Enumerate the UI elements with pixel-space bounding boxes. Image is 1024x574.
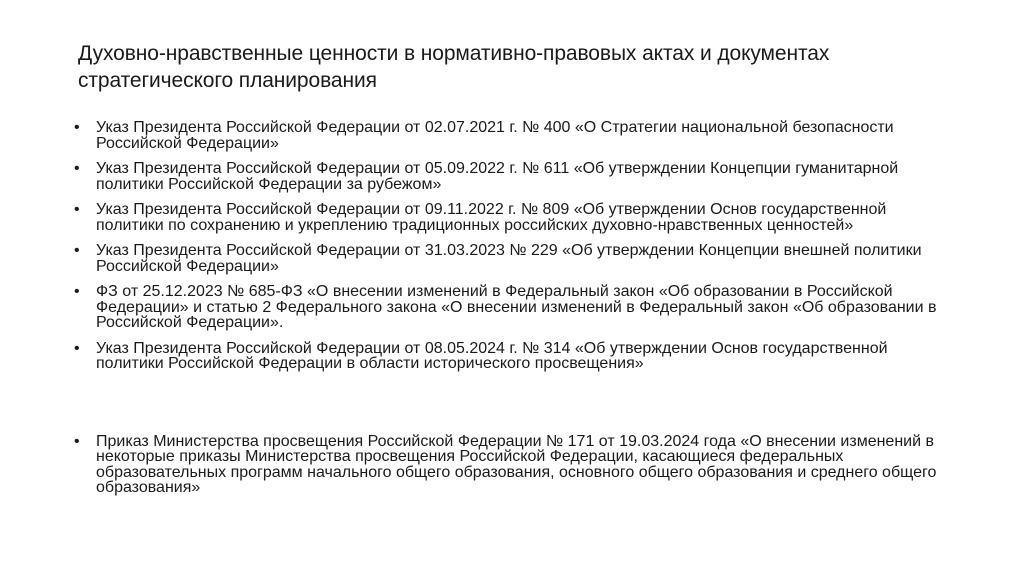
list-item: [74, 202, 954, 233]
bullet-icon: •: [74, 283, 80, 300]
list-item: [74, 284, 954, 331]
list-item-text: ФЗ от 25.12.2023 № 685-ФЗ «О внесении изменений в Федеральный закон «Об образовании в Российской Федерации» и статью 2 Федерального закона «О внесении изменений в Федеральный закон «Об образовании в Российской Федерации».: [96, 283, 937, 331]
bullet-icon: •: [74, 119, 80, 136]
list-item-text: Указ Президента Российской Федерации от 08.05.2024 г. № 314 «Об утверждении Основ государственной политики Российской Федерации в области исторического просвещения»: [96, 339, 888, 372]
bullet-icon: •: [74, 160, 80, 177]
list-item-text: Указ Президента Российской Федерации от 02.07.2021 г. № 400 «О Стратегии национальной безопасности Российской Федерации»: [96, 119, 894, 152]
list-item: [74, 161, 954, 192]
list-item: [74, 243, 954, 274]
list-item: [74, 434, 954, 496]
bullet-icon: •: [74, 242, 80, 259]
list-item-text: Указ Президента Российской Федерации от 05.09.2022 г. № 611 «Об утверждении Концепции гуманитарной политики Российской Федерации за рубежом»: [96, 160, 899, 193]
bullet-icon: •: [74, 201, 80, 218]
bullet-icon: •: [74, 339, 80, 357]
document-list: [74, 120, 954, 506]
list-item-text: Приказ Министерства просвещения Российской Федерации № 171 от 19.03.2024 года «О внесении изменений в некоторые приказы Министерства просвещения Российской Федерации, касающиеся федеральных образовательных программ начального общего образования, основного общего образования и среднего общего образования»: [96, 432, 937, 496]
list-item: [74, 120, 954, 151]
list-item-text: Указ Президента Российской Федерации от 09.11.2022 г. № 809 «Об утверждении Основ государственной политики по сохранению и укреплению традиционных российских духовно-нравственных ценностей»: [96, 201, 887, 234]
bullet-icon: •: [74, 432, 80, 450]
slide-title: Духовно-нравственные ценности в нормативно-правовых актах и документах стратегического планирования: [78, 42, 830, 92]
list-item: [74, 341, 954, 372]
list-item-text: Указ Президента Российской Федерации от 31.03.2023 № 229 «Об утверждении Концепции внешней политики Российской Федерации»: [96, 242, 922, 275]
